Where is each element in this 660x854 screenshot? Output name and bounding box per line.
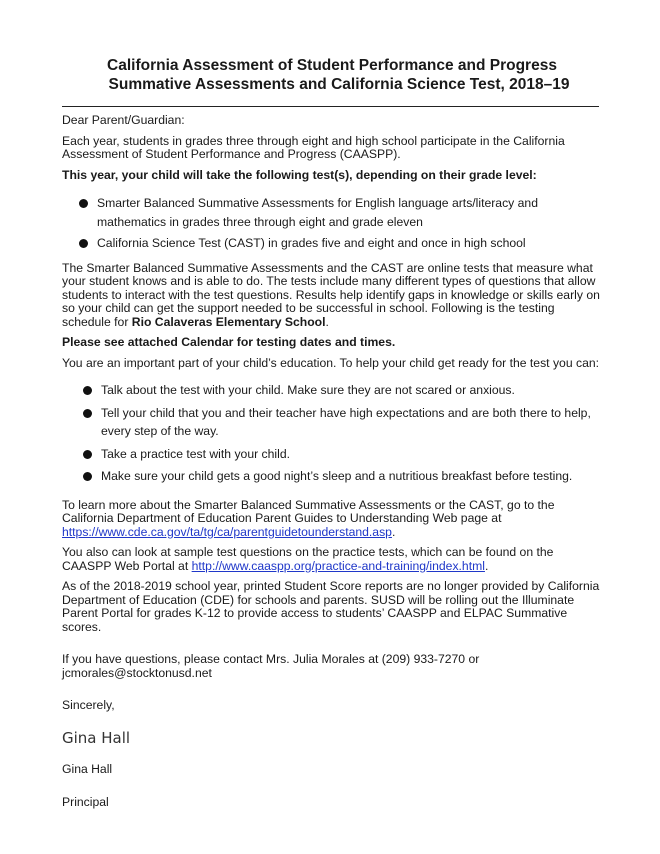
list-item — [62, 194, 602, 231]
title-line-1: California Assessment of Student Performance and Progress — [107, 57, 557, 74]
bullet-icon — [83, 450, 92, 459]
signature: Gina Hall — [62, 728, 131, 747]
list-item — [62, 404, 602, 441]
letter-body — [62, 114, 602, 809]
list-item-text: Take a practice test with your child. — [101, 446, 290, 461]
bullet-icon — [83, 409, 92, 418]
signer-name: Gina Hall — [62, 762, 113, 776]
list-item-text: Talk about the test with your child. Make sure they are not scared or anxious. — [101, 383, 515, 397]
tips-list — [62, 381, 602, 486]
list-item — [62, 234, 602, 253]
school-name: Rio Calaveras Elementary School — [131, 314, 326, 329]
bullet-icon — [79, 239, 88, 248]
practice-tests-link[interactable]: http://www.caaspp.org/practice-and-training/index.html — [191, 558, 485, 573]
description-paragraph — [62, 262, 602, 330]
list-item — [62, 381, 602, 400]
salutation: Dear Parent/Guardian: — [62, 113, 185, 127]
description-end: . — [325, 314, 329, 329]
list-item — [62, 445, 602, 464]
bullet-icon — [83, 386, 92, 395]
title-line-2: Summative Assessments and California Science Test, 2018–19 — [108, 76, 570, 93]
bullet-icon — [83, 472, 92, 481]
bullet-icon — [79, 199, 88, 208]
list-item-text: Make sure your child gets a good night’s sleep and a nutritious breakfast before testing. — [101, 469, 573, 483]
closing: Sincerely, — [62, 698, 115, 712]
tests-list — [62, 194, 602, 253]
help-intro: You are an important part of your child’s education. To help your child get ready for the test you can: — [62, 355, 600, 370]
list-item-text: Smarter Balanced Summative Assessments for English language arts/literacy and mathematics in grades three through eight and grade eleven — [97, 196, 538, 229]
signer-title: Principal — [62, 794, 109, 809]
learn-more-end: . — [391, 524, 396, 539]
title-divider — [62, 106, 599, 107]
parent-guide-link[interactable]: https://www.cde.ca.gov/ta/tg/ca/parentguidetounderstand.asp — [62, 524, 392, 539]
intro-paragraph: Each year, students in grades three through eight and high school participate in the California Assessment of Student Performance and Progress (CAASPP). — [62, 133, 565, 161]
learn-more-paragraph — [62, 499, 602, 540]
practice-text: You also can look at sample test questions on the practice tests, which can be found on the CAASPP Web Portal at — [62, 545, 554, 573]
contact-paragraph: If you have questions, please contact Mrs. Julia Morales at (209) 933-7270 or jcmorales@stocktonusd.net — [62, 652, 480, 680]
list-item — [62, 467, 602, 486]
practice-end: . — [484, 558, 489, 573]
practice-paragraph — [62, 546, 602, 573]
calendar-note: Please see attached Calendar for testing dates and times. — [62, 335, 396, 349]
list-item-text: California Science Test (CAST) in grades five and eight and once in high school — [97, 236, 526, 250]
description-text: The Smarter Balanced Summative Assessments and the CAST are online tests that measure what your student knows and is able to do. The tests include many different types of questions that allow students to interact with the test questions. Results help identify gaps in knowledge or skills early on so your child can get the support needed to be successful in school. Following is the testing schedule for — [62, 260, 600, 329]
tests-heading: This year, your child will take the following test(s), depending on their grade level: — [62, 167, 537, 182]
score-reports-paragraph: As of the 2018-2019 school year, printed Student Score reports are no longer provided by California Department of Education (CDE) for schools and parents. SUSD will be rolling out the Illuminate Parent Portal for grades K-12 to provide access to students’ CAASPP and ELPAC Summative scores. — [62, 579, 600, 634]
list-item-text: Tell your child that you and their teacher have high expectations and are both there to help, every step of the way. — [101, 405, 591, 438]
document-title — [62, 56, 602, 94]
learn-more-text: To learn more about the Smarter Balanced Summative Assessments or the CAST, go to the California Department of Education Parent Guides to Understanding Web page at — [62, 497, 555, 525]
